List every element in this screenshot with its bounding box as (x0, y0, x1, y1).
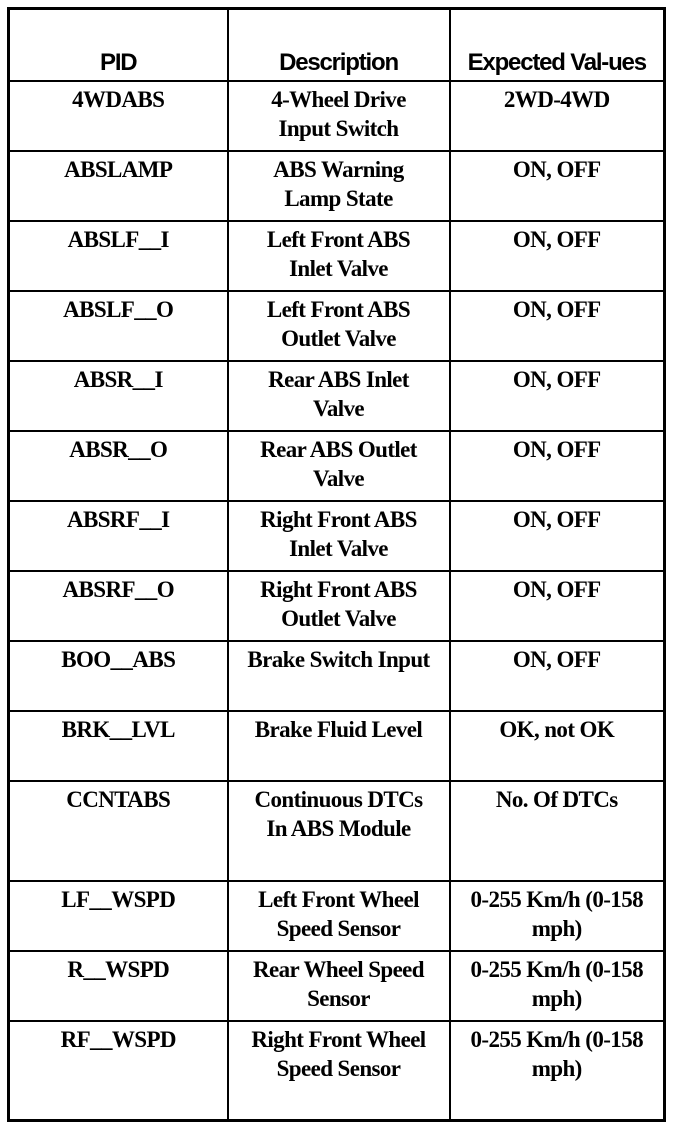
cell-pid: BRK__LVL (9, 711, 228, 781)
cell-description: 4-Wheel Drive Input Switch (228, 81, 450, 151)
cell-description: Brake Switch Input (228, 641, 450, 711)
cell-description: Rear ABS Inlet Valve (228, 361, 450, 431)
cell-pid: ABSRF__I (9, 501, 228, 571)
header-pid: PID (9, 9, 228, 81)
cell-description: Left Front ABS Outlet Valve (228, 291, 450, 361)
cell-expected: ON, OFF (450, 151, 665, 221)
cell-expected: No. Of DTCs (450, 781, 665, 881)
table-row (9, 881, 665, 951)
cell-pid: ABSLAMP (9, 151, 228, 221)
cell-description: Left Front ABS Inlet Valve (228, 221, 450, 291)
cell-pid: ABSLF__I (9, 221, 228, 291)
cell-pid: CCNTABS (9, 781, 228, 881)
cell-expected: 2WD-4WD (450, 81, 665, 151)
cell-expected: ON, OFF (450, 291, 665, 361)
cell-description: Right Front ABS Outlet Valve (228, 571, 450, 641)
cell-pid: RF__WSPD (9, 1021, 228, 1121)
cell-description: Continuous DTCs In ABS Module (228, 781, 450, 881)
pid-table (7, 7, 666, 1122)
header-row (9, 9, 665, 81)
cell-description: Right Front Wheel Speed Sensor (228, 1021, 450, 1121)
table-row (9, 1021, 665, 1121)
cell-expected: 0-255 Km/h (0-158 mph) (450, 881, 665, 951)
table-row (9, 711, 665, 781)
table-row (9, 501, 665, 571)
cell-pid: R__WSPD (9, 951, 228, 1021)
table-row (9, 641, 665, 711)
cell-expected: ON, OFF (450, 431, 665, 501)
cell-pid: LF__WSPD (9, 881, 228, 951)
table-row (9, 221, 665, 291)
header-expected-values: Expected Val-ues (450, 9, 665, 81)
table-row (9, 781, 665, 881)
cell-description: Left Front Wheel Speed Sensor (228, 881, 450, 951)
cell-pid: BOO__ABS (9, 641, 228, 711)
cell-description: Rear ABS Outlet Valve (228, 431, 450, 501)
cell-pid: ABSR__I (9, 361, 228, 431)
cell-expected: ON, OFF (450, 641, 665, 711)
table-row (9, 571, 665, 641)
table-row (9, 431, 665, 501)
table-row (9, 951, 665, 1021)
cell-description: Right Front ABS Inlet Valve (228, 501, 450, 571)
cell-description: ABS Warning Lamp State (228, 151, 450, 221)
cell-expected: 0-255 Km/h (0-158 mph) (450, 951, 665, 1021)
cell-expected: 0-255 Km/h (0-158 mph) (450, 1021, 665, 1121)
cell-expected: ON, OFF (450, 361, 665, 431)
table-row (9, 361, 665, 431)
cell-pid: 4WDABS (9, 81, 228, 151)
cell-expected: ON, OFF (450, 221, 665, 291)
table-row (9, 151, 665, 221)
table-row (9, 81, 665, 151)
cell-pid: ABSRF__O (9, 571, 228, 641)
header-description: Description (228, 9, 450, 81)
cell-pid: ABSLF__O (9, 291, 228, 361)
cell-expected: ON, OFF (450, 571, 665, 641)
cell-description: Rear Wheel Speed Sensor (228, 951, 450, 1021)
cell-expected: ON, OFF (450, 501, 665, 571)
cell-expected: OK, not OK (450, 711, 665, 781)
cell-description: Brake Fluid Level (228, 711, 450, 781)
cell-pid: ABSR__O (9, 431, 228, 501)
table-row (9, 291, 665, 361)
